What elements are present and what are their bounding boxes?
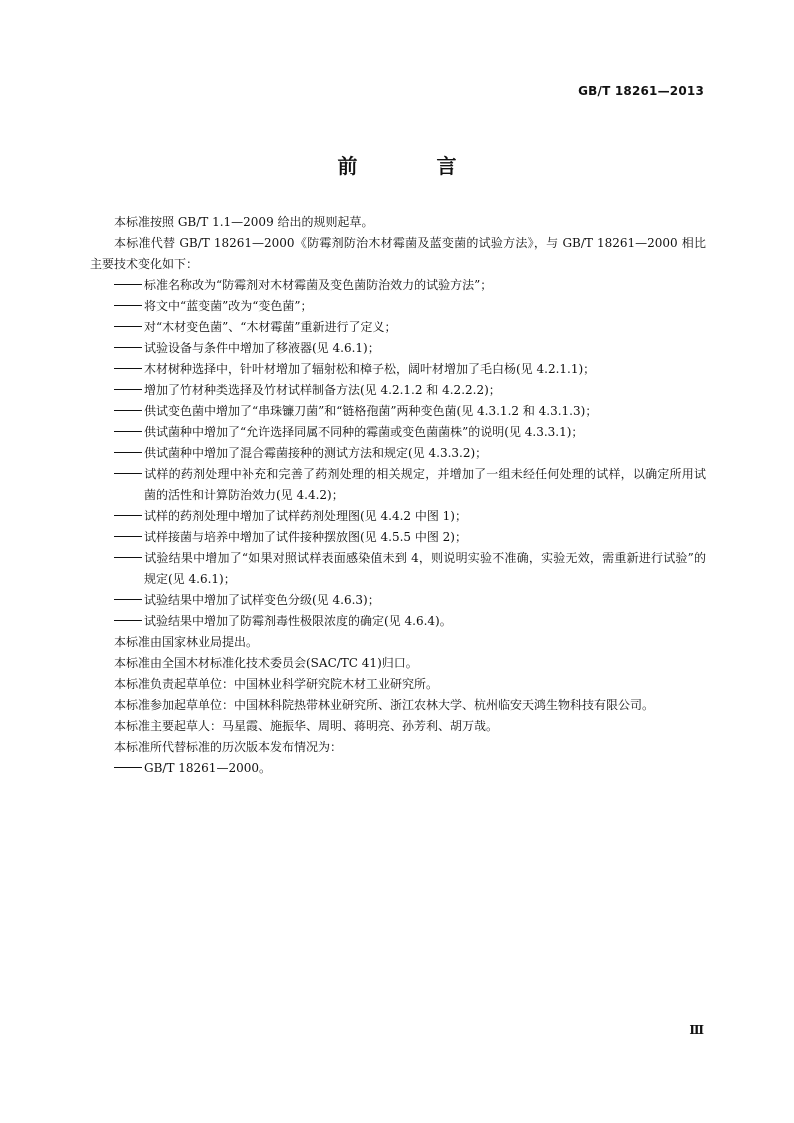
change-text: 增加了竹材种类选择及竹材试样制备方法(见 4.2.1.2 和 4.2.2.2)；: [144, 383, 501, 397]
change-item: [90, 401, 706, 422]
dash-marker: [114, 443, 144, 464]
dash-marker: [114, 359, 144, 380]
paragraph: 本标准负责起草单位：中国林业科学研究院木材工业研究所。: [114, 677, 439, 691]
change-item: [90, 506, 706, 527]
foreword-body: [90, 212, 706, 779]
dash-marker: [114, 611, 144, 632]
page-number: Ⅲ: [689, 1023, 704, 1037]
paragraph: 本标准所代替标准的历次版本发布情况为：: [114, 740, 343, 754]
change-item: [90, 464, 706, 506]
paragraph: 本标准由国家林业局提出。: [114, 635, 259, 649]
change-text: 试样的药剂处理中增加了试样药剂处理图(见 4.4.2 中图 1)；: [144, 509, 467, 523]
dash-marker: [114, 548, 144, 569]
dash-marker: [114, 527, 144, 548]
standard-code: GB/T 18261—2013: [578, 84, 704, 98]
paragraph: 本标准主要起草人：马星霞、施振华、周明、蒋明亮、孙芳利、胡万哉。: [114, 719, 499, 733]
change-text: 将文中“蓝变菌”改为“变色菌”；: [144, 299, 313, 313]
change-item: [90, 548, 706, 590]
change-text: 供试变色菌中增加了“串珠镰刀菌”和“链格孢菌”两种变色菌(见 4.3.1.2 和 4.3.1.3)；: [144, 404, 598, 418]
dash-marker: [114, 275, 144, 296]
change-item: [90, 443, 706, 464]
change-item: [90, 317, 706, 338]
change-text: 试验结果中增加了“如果对照试样表面感染值未到 4，则说明实验不准确，实验无效，需重新进行试验”的规定(见 4.6.1)；: [144, 551, 706, 586]
history-text: GB/T 18261—2000。: [144, 761, 271, 775]
dash-marker: [114, 422, 144, 443]
change-text: 标准名称改为“防霉剂对木材霉菌及变色菌防治效力的试验方法”；: [144, 278, 493, 292]
change-item: [90, 527, 706, 548]
change-text: 木材树种选择中，针叶材增加了辐射松和樟子松，阔叶材增加了毛白杨(见 4.2.1.1)；: [144, 362, 596, 376]
change-item: [90, 296, 706, 317]
change-text: 供试菌种中增加了“允许选择同属不同种的霉菌或变色菌菌株”的说明(见 4.3.3.1)；: [144, 425, 584, 439]
dash-marker: [114, 506, 144, 527]
page-title: 前 言: [337, 154, 493, 178]
paragraph: 本标准按照 GB/T 1.1—2009 给出的规则起草。: [114, 215, 374, 229]
change-item: [90, 611, 706, 632]
paragraph: 本标准代替 GB/T 18261—2000《防霉剂防治木材霉菌及蓝变菌的试验方法》，与 GB/T 18261—2000 相比主要技术变化如下：: [90, 236, 706, 271]
change-text: 试验设备与条件中增加了移液器(见 4.6.1)；: [144, 341, 380, 355]
change-text: 供试菌种中增加了混合霉菌接种的测试方法和规定(见 4.3.3.2)；: [144, 446, 488, 460]
dash-marker: [114, 317, 144, 338]
change-item: [90, 590, 706, 611]
change-text: 试验结果中增加了试样变色分级(见 4.6.3)；: [144, 593, 380, 607]
change-text: 试样的药剂处理中补充和完善了药剂处理的相关规定，并增加了一组未经任何处理的试样，以确定所用试菌的活性和计算防治效力(见 4.4.2)；: [144, 467, 706, 502]
dash-marker: [114, 338, 144, 359]
dash-marker: [114, 380, 144, 401]
dash-marker: [114, 758, 144, 779]
change-text: 对“木材变色菌”、“木材霉菌”重新进行了定义；: [144, 320, 397, 334]
history-item: [90, 758, 706, 779]
dash-marker: [114, 464, 144, 485]
dash-marker: [114, 401, 144, 422]
dash-marker: [114, 296, 144, 317]
change-text: 试验结果中增加了防霉剂毒性极限浓度的确定(见 4.6.4)。: [144, 614, 452, 628]
paragraph: 本标准由全国木材标准化技术委员会(SAC/TC 41)归口。: [114, 656, 418, 670]
change-item: [90, 359, 706, 380]
change-text: 试样接菌与培养中增加了试件接种摆放图(见 4.5.5 中图 2)；: [144, 530, 467, 544]
dash-marker: [114, 590, 144, 611]
change-item: [90, 422, 706, 443]
change-item: [90, 275, 706, 296]
paragraph: 本标准参加起草单位：中国林科院热带林业研究所、浙江农林大学、杭州临安天鸿生物科技有限公司。: [114, 698, 655, 712]
change-item: [90, 380, 706, 401]
change-item: [90, 338, 706, 359]
